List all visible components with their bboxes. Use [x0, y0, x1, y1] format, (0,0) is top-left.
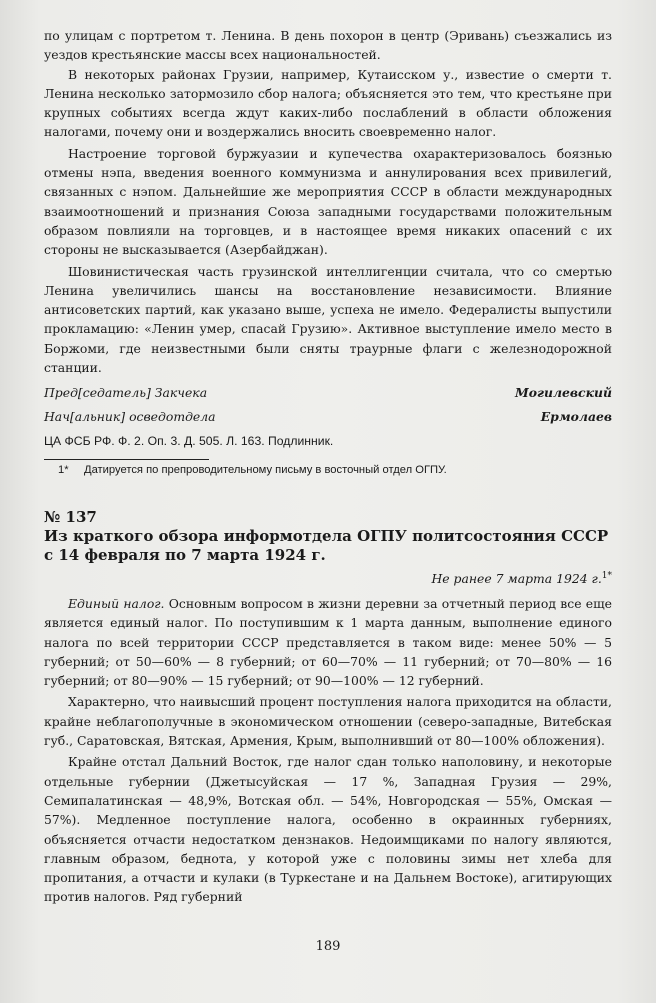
document-title-line-2: с 14 февраля по 7 марта 1924 г. — [44, 545, 326, 564]
paragraph-continuation: по улицам с портретом т. Ленина. В день похорон в центр (Эривань) съезжались из уездов крестьянские массы всех национальностей. — [44, 28, 612, 63]
paragraph-intelligentsia: Шовинистическая часть грузинской интеллигенции считала, что со смертью Ленина увеличились шансы на восстановление независимости. Влияние антисоветских партий, как указано выше, успеха не имело. Федералисты выпустили прокламацию: «Ленин умер, спасай Грузию». Активное выступление имело место в Боржоми, где неизвестными были сняты траурные флаги с железнодорожной станции. — [44, 263, 612, 376]
footnote-divider — [44, 459, 209, 460]
document-date-text: Не ранее 7 марта 1924 г. — [431, 570, 602, 586]
signature-chairman — [44, 383, 612, 402]
paragraph-bourgeoisie: Настроение торговой буржуазии и купечества охарактеризовалось боязнью отмены нэпа, введения военного коммунизма и аннулирования всех привилегий, связанных с нэпом. Дальнейшие же мероприятия СССР в области международных взаимоотношений и признания Союза западными государствами положительным образом повлияли на торговцев, и в настоящее время никаких опасений с их стороны не высказывается (Азербайджан). — [44, 145, 612, 258]
document-date — [44, 569, 612, 588]
lead-heading: Единый налог. — [68, 595, 165, 611]
paragraph-far-east: Крайне отстал Дальний Восток, где налог сдан только наполовину, и некоторые отдельные губернии (Джетысуйская — 17 %, Западная Грузия — 29%, Семипалатинская — 48,9%, Вотская обл. — 54%, Новгородская — 55%, Омская — 57%). Медленное поступление налога, особенно в окраинных губерниях, объясняется отчасти недостатком дензнаков. Недоимщиками по налогу являются, главным образом, беднота, у которой уже с половины зимы нет хлеба для пропитания, а отчасти и кулаки (в Туркестане и на Дальнем Востоке), агитирующих против налогов. Ряд губерний — [44, 754, 612, 905]
footnote-text: Датируется по препроводительному письму в восточный отдел ОГПУ. — [84, 463, 447, 476]
signature-name: Ермолаев — [540, 408, 612, 424]
archive-reference: ЦА ФСБ РФ. Ф. 2. Оп. 3. Д. 505. Л. 163. Подлинник. — [44, 433, 334, 448]
paragraph-single-tax — [44, 594, 612, 690]
footnote — [44, 463, 612, 478]
paragraph-single-tax-text: Основным вопросом в жизни деревни за отчетный период все еще является единый налог. По поступившим к 1 марта данным, выполнение единого налога по всей территории СССР представляется в таком виде: менее 50% — 5 губерний; от 50—60% — 8 губерний; от 60—70% — 11 губерний; от 70—80% — 16 губерний; от 80—90% — 15 губерний; от 90—100% — 12 губерний. — [44, 595, 612, 689]
signature-title: Нач[альник] осведотдела — [44, 408, 216, 424]
paragraph-georgia-tax: В некоторых районах Грузии, например, Кутаисском у., известие о смерти т. Ленина несколько затормозило сбор налога; объясняется это тем, что крестьяне при крупных событиях всегда ждут каких-либо послаблений в области обложения налогами, почему они и воздержались вносить своевременно налог. — [44, 66, 612, 140]
signature-head — [44, 407, 612, 426]
document-number: № 137 — [44, 507, 97, 526]
document-date-footnote-mark: 1* — [601, 570, 612, 581]
paragraph-highest-percent: Характерно, что наивысший процент поступления налога приходится на области, крайне неблагополучные в экономическом отношении (северо-западные, Витебская губ., Саратовская, Вятская, Армения, Крым, выполнивший от 80—100% обложения). — [44, 694, 612, 749]
document-title-line-1: Из краткого обзора информотдела ОГПУ политсостояния СССР — [44, 526, 609, 545]
signature-title: Пред[седатель] Закчека — [44, 385, 208, 401]
signature-name: Могилевский — [515, 385, 612, 401]
page-number: 189 — [315, 939, 341, 954]
footnote-mark: 1* — [58, 463, 69, 476]
